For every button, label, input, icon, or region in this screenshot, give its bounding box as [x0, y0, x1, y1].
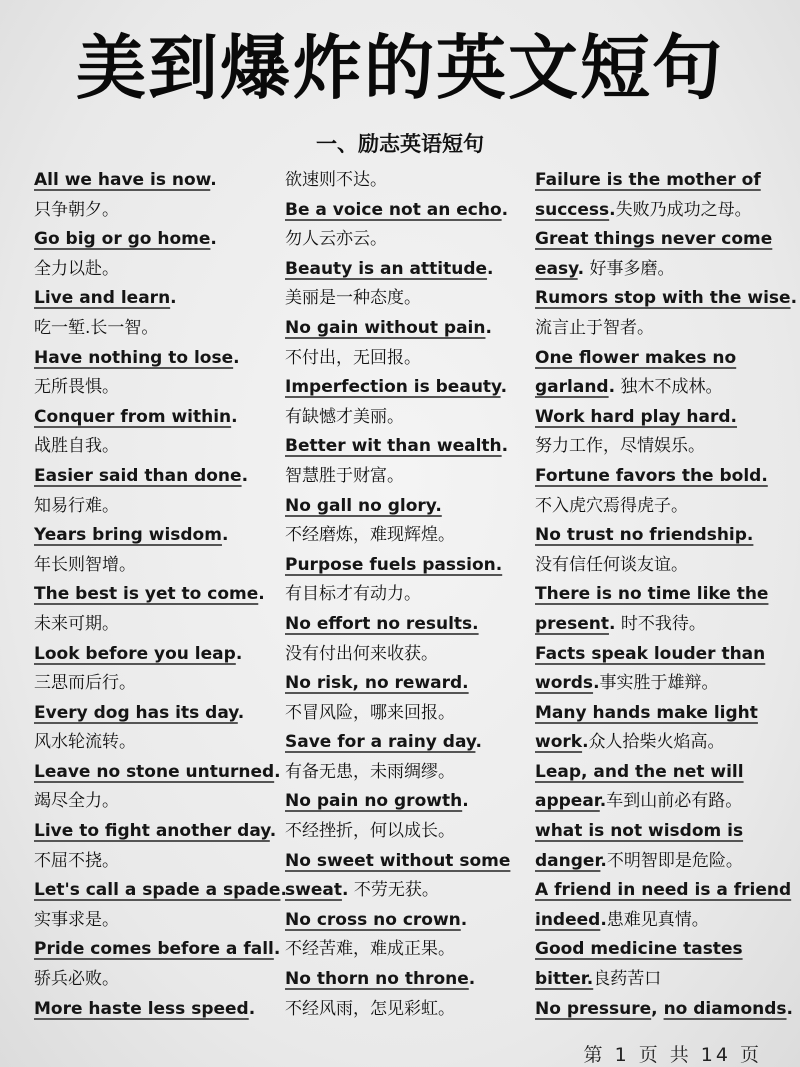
english-phrase: words	[535, 673, 594, 694]
phrase-line	[535, 580, 785, 610]
phrase-line	[34, 906, 284, 936]
chinese-translation: 流言止于智者。	[535, 317, 654, 338]
english-phrase: Live to fight another day	[34, 821, 270, 842]
phrase-line: Conquer from within.	[34, 406, 238, 427]
chinese-translation: 好事多磨。	[584, 258, 675, 279]
chinese-translation: 有备无患，未雨绸缪。	[285, 761, 455, 782]
chinese-translation: 不屈不挠。	[34, 850, 119, 871]
column-1	[34, 166, 287, 1024]
english-phrase: Save for a rainy day	[285, 732, 476, 753]
english-phrase: what is not wisdom is	[535, 821, 744, 842]
english-phrase: present	[535, 613, 609, 634]
phrase-line	[535, 432, 785, 462]
phrase-line: Pride comes before a fall.	[34, 939, 281, 960]
phrase-line	[34, 787, 284, 817]
english-phrase: Every dog has its day	[34, 702, 238, 723]
chinese-translation: 不经挫折，何以成长。	[285, 821, 455, 842]
phrase-line	[535, 492, 785, 522]
phrase-line	[535, 166, 785, 196]
chinese-translation: 失败乃成功之母。	[615, 199, 752, 220]
phrase-line: No pain no growth.	[285, 791, 469, 812]
phrase-line: indeed.患难见真情。	[535, 909, 709, 930]
english-phrase: Beauty is an attitude	[285, 258, 488, 279]
chinese-translation: 只争朝夕。	[34, 199, 119, 220]
english-phrase: One flower makes no	[535, 347, 737, 368]
phrase-line	[535, 462, 785, 492]
phrase-line	[34, 255, 284, 285]
phrase-line	[285, 166, 535, 196]
chinese-translation: 知易行难。	[34, 495, 119, 516]
english-phrase: no diamonds	[663, 998, 787, 1019]
english-phrase: success	[535, 199, 610, 220]
phrase-line	[34, 728, 284, 758]
phrase-line	[285, 610, 535, 640]
english-phrase: Failure is the mother of	[535, 170, 761, 190]
english-phrase: No thorn no throne	[285, 969, 469, 990]
phrase-line: Go big or go home.	[34, 229, 217, 250]
chinese-translation: 没有信任何谈友谊。	[535, 554, 688, 575]
phrase-line: Easier said than done.	[34, 465, 249, 486]
phrase-line	[535, 935, 785, 965]
chinese-translation: 不经苦难，难成正果。	[285, 939, 455, 960]
chinese-translation: 欲速则不达。	[285, 170, 387, 190]
chinese-translation: 实事求是。	[34, 909, 119, 930]
column-3	[535, 166, 798, 1024]
phrase-line	[535, 699, 785, 729]
chinese-translation: 战胜自我。	[34, 436, 119, 457]
english-phrase: There is no time like the	[535, 584, 769, 605]
chinese-translation: 竭尽全力。	[34, 791, 119, 812]
phrase-line	[34, 314, 284, 344]
phrase-line	[285, 521, 535, 551]
phrase-line: garland. 独木不成林。	[535, 377, 723, 398]
english-phrase: Many hands make light	[535, 702, 758, 723]
english-phrase: Good medicine tastes	[535, 939, 743, 960]
phrase-line	[285, 640, 535, 670]
phrase-line	[285, 847, 535, 877]
english-phrase: Facts speak louder than	[535, 643, 766, 664]
phrase-line	[285, 551, 535, 581]
english-phrase: No pain no growth	[285, 791, 463, 812]
english-phrase: Better wit than wealth	[285, 436, 502, 457]
phrase-line: danger.不明智即是危险。	[535, 850, 743, 871]
phrase-line: No thorn no throne.	[285, 969, 476, 990]
chinese-translation: 努力工作，尽情娱乐。	[535, 436, 705, 457]
phrase-line: No pressure, no diamonds.	[535, 998, 793, 1019]
chinese-translation: 良药苦口	[593, 969, 662, 990]
chinese-translation: 未来可期。	[34, 613, 119, 634]
chinese-translation: 勿人云亦云。	[285, 229, 387, 250]
english-phrase: garland	[535, 377, 609, 398]
phrase-line: Beauty is an attitude.	[285, 258, 494, 279]
phrase-line	[285, 935, 535, 965]
phrase-line	[34, 492, 284, 522]
phrase-line	[285, 403, 535, 433]
phrase-line: Better wit than wealth.	[285, 436, 509, 457]
phrase-line: success.失败乃成功之母。	[535, 199, 752, 220]
chinese-translation: 风水轮流转。	[34, 732, 136, 753]
english-phrase: Have nothing to lose	[34, 347, 234, 368]
chinese-translation: 独木不成林。	[615, 377, 723, 398]
phrase-line: sweat. 不劳无获。	[285, 880, 439, 901]
phrase-line: Imperfection is beauty.	[285, 377, 508, 398]
phrase-line	[535, 817, 785, 847]
phrase-line: Let's call a spade a spade.	[34, 880, 287, 901]
chinese-translation: 时不我待。	[615, 613, 706, 634]
english-phrase: Let's call a spade a spade	[34, 880, 281, 901]
english-phrase: No cross no crown	[285, 909, 461, 930]
chinese-translation: 有缺憾才美丽。	[285, 406, 404, 427]
phrase-line	[285, 344, 535, 374]
chinese-translation: 年长则智增。	[34, 554, 136, 575]
phrase-line: Every dog has its day.	[34, 702, 245, 723]
english-phrase: Leap, and the net will	[535, 761, 744, 782]
phrase-line: Live to fight another day.	[34, 821, 277, 842]
phrase-line	[34, 610, 284, 640]
phrase-line	[535, 344, 785, 374]
phrase-line	[535, 551, 785, 581]
phrase-line: easy. 好事多磨。	[535, 258, 675, 279]
chinese-translation: 车到山前必有路。	[606, 791, 743, 812]
phrase-line	[285, 758, 535, 788]
english-phrase: No pressure	[535, 998, 652, 1019]
phrase-line	[535, 965, 785, 995]
phrase-line	[34, 196, 284, 226]
chinese-translation: 不劳无获。	[348, 880, 439, 901]
phrase-line	[34, 847, 284, 877]
phrase-line	[285, 817, 535, 847]
phrase-line: Look before you leap.	[34, 643, 243, 664]
chinese-translation: 不明智即是危险。	[606, 850, 743, 871]
english-phrase: Great things never come	[535, 229, 773, 250]
phrase-line: Leave no stone unturned.	[34, 761, 281, 782]
english-phrase: Easier said than done	[34, 465, 242, 486]
chinese-translation: 全力以赴。	[34, 258, 119, 279]
english-phrase: Years bring wisdom	[34, 525, 222, 546]
phrase-line: No gain without pain.	[285, 317, 492, 338]
phrase-line: No cross no crown.	[285, 909, 468, 930]
english-phrase: easy	[535, 258, 578, 279]
english-phrase: Rumors stop with the wise	[535, 288, 791, 309]
phrase-line	[285, 580, 535, 610]
chinese-translation: 没有付出何来收获。	[285, 643, 438, 664]
chinese-translation: 不付出，无回报。	[285, 347, 421, 368]
phrase-line	[535, 403, 785, 433]
phrase-line	[285, 669, 535, 699]
english-phrase: Go big or go home	[34, 229, 211, 250]
phrase-line	[34, 432, 284, 462]
english-phrase: Look before you leap	[34, 643, 236, 664]
english-phrase: Pride comes before a fall	[34, 939, 274, 960]
phrase-line	[535, 758, 785, 788]
english-phrase: Fortune favors the bold.	[535, 465, 768, 486]
chinese-translation: 不经风雨，怎见彩虹。	[285, 998, 455, 1019]
english-phrase: More haste less speed	[34, 998, 249, 1019]
phrase-line	[285, 492, 535, 522]
phrase-line	[535, 314, 785, 344]
english-phrase: Live and learn	[34, 288, 171, 309]
english-phrase: indeed	[535, 909, 601, 930]
chinese-translation: 患难见真情。	[606, 909, 709, 930]
chinese-translation: 有目标才有动力。	[285, 584, 421, 605]
english-phrase: All we have is now	[34, 170, 211, 190]
phrase-line: appear.车到山前必有路。	[535, 791, 743, 812]
english-phrase: Purpose fuels passion.	[285, 554, 503, 575]
phrase-line	[34, 551, 284, 581]
phrase-line	[285, 462, 535, 492]
chinese-translation: 不入虎穴焉得虎子。	[535, 495, 688, 516]
page-number: 第 1 页 共 14 页	[583, 1044, 762, 1066]
chinese-translation: 众人拾柴火焰高。	[588, 732, 725, 753]
phrase-line: Have nothing to lose.	[34, 347, 240, 368]
english-phrase: sweat	[285, 880, 342, 901]
english-phrase: bitter.	[535, 969, 594, 990]
phrase-line: The best is yet to come.	[34, 584, 265, 605]
english-phrase: Conquer from within	[34, 406, 232, 427]
phrase-line: Rumors stop with the wise.	[535, 288, 798, 309]
chinese-translation: 三思而后行。	[34, 673, 136, 694]
english-phrase: Imperfection is beauty	[285, 377, 501, 398]
english-phrase: No risk, no reward.	[285, 673, 469, 694]
page-title: 美到爆炸的英文短句	[76, 27, 724, 109]
english-phrase: No gain without pain	[285, 317, 486, 338]
chinese-translation: 无所畏惧。	[34, 377, 119, 398]
phrase-line	[34, 373, 284, 403]
chinese-translation: 事实胜于雄辩。	[599, 673, 719, 694]
phrase-line	[285, 699, 535, 729]
phrase-line	[34, 965, 284, 995]
phrase-line	[535, 521, 785, 551]
phrase-line	[535, 640, 785, 670]
phrase-line: Live and learn.	[34, 288, 177, 309]
phrase-line	[285, 284, 535, 314]
english-phrase: work	[535, 732, 583, 753]
phrase-line	[535, 876, 792, 906]
section-heading: 一、励志英语短句	[316, 132, 484, 156]
phrase-line	[285, 225, 535, 255]
english-phrase: Work hard play hard.	[535, 406, 738, 427]
phrase-line: More haste less speed.	[34, 998, 256, 1019]
english-phrase: No gall no glory.	[285, 495, 442, 516]
english-phrase: danger	[535, 850, 601, 871]
english-phrase: A friend in need is a friend	[535, 880, 792, 901]
phrase-line: work.众人拾柴火焰高。	[535, 732, 725, 753]
english-phrase: appear	[535, 791, 600, 812]
column-2	[285, 166, 535, 1024]
phrase-line: words.事实胜于雄辩。	[535, 673, 719, 694]
english-phrase: No trust no friendship.	[535, 525, 754, 546]
phrase-line	[34, 669, 284, 699]
phrase-line: Save for a rainy day.	[285, 732, 482, 753]
chinese-translation: 不冒风险，哪来回报。	[285, 702, 455, 723]
phrase-line: present. 时不我待。	[535, 613, 706, 634]
chinese-translation: 骄兵必败。	[34, 969, 119, 990]
chinese-translation: 不经磨炼，难现辉煌。	[285, 525, 455, 546]
english-phrase: No sweet without some	[285, 850, 511, 871]
english-phrase: The best is yet to come	[34, 584, 259, 605]
english-phrase: Be a voice not an echo	[285, 199, 502, 220]
chinese-translation: 智慧胜于财富。	[285, 465, 404, 486]
phrase-line: Be a voice not an echo.	[285, 199, 509, 220]
phrase-line	[285, 995, 535, 1025]
english-phrase: Leave no stone unturned	[34, 761, 275, 782]
chinese-translation: 美丽是一种态度。	[285, 288, 421, 309]
english-phrase: No effort no results.	[285, 613, 479, 634]
phrase-line: Years bring wisdom.	[34, 525, 229, 546]
phrase-line: All we have is now.	[34, 170, 217, 190]
phrase-line	[535, 225, 785, 255]
chinese-translation: 吃一堑.长一智。	[34, 317, 159, 338]
